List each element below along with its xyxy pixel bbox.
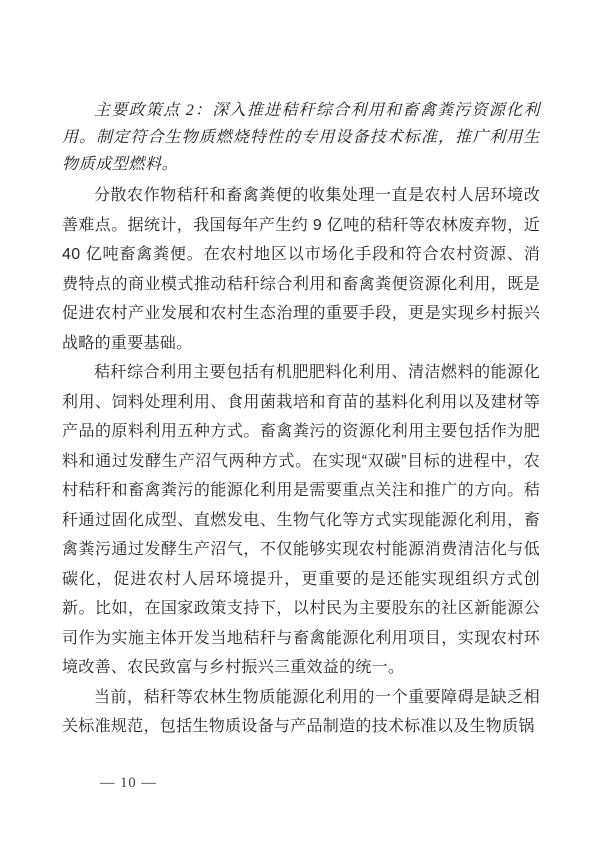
paragraph-body-3: 当前，秸秆等农林生物质能源化利用的一个重要障碍是缺乏相关标准规范，包括生物质设备与产品制造的技术标准以及生物质锅 xyxy=(62,688,540,735)
paragraph-body-2: 秸秆综合利用主要包括有机肥肥料化利用、清洁燃料的能源化利用、饲料处理利用、食用菌栽培和育苗的基料化利用以及建材等产品的原料利用五种方式。畜禽粪污的资源化利用主要包括作为肥料和通过发酵生产沼气两种方式。在实现“双碳”目标的进程中，农村秸秆和畜禽粪污的能源化利用是需要重点关注和推广的方向。秸秆通过固化成型、直燃发电、生物气化等方式实现能源化利用，畜禽粪污通过发酵生产沼气，不仅能够实现农村能源消费清洁化与低碳化，促进农村人居环境提升，更重要的是还能实现组织方式创新。比如，在国家政策支持下，以村民为主要股东的社区新能源公司作为实施主体开发当地秸秆与畜禽能源化利用项目，实现农村环境改善、农民致富与乡村振兴三重效益的统一。 xyxy=(62,364,540,676)
page-number: — 10 — xyxy=(100,775,157,791)
paragraph-policy-point: 主要政策点 2：深入推进秸秆综合利用和畜禽粪污资源化利用。制定符合生物质燃烧特性的专用设备技术标准，推广利用生物质成型燃料。 xyxy=(62,102,540,173)
page-body-text xyxy=(62,97,540,742)
paragraph-body-1: 分散农作物秸秆和畜禽粪便的收集处理一直是农村人居环境改善难点。据统计，我国每年产生约 9 亿吨的秸秆等农林废弃物，近 40 亿吨畜禽粪便。在农村地区以市场化手段和符合农村资源、消费特点的商业模式推动秸秆综合利用和畜禽粪便资源化利用，既是促进农村产业发展和农村生态治理的重要手段，更是实现乡村振兴战略的重要基础。 xyxy=(62,187,540,352)
